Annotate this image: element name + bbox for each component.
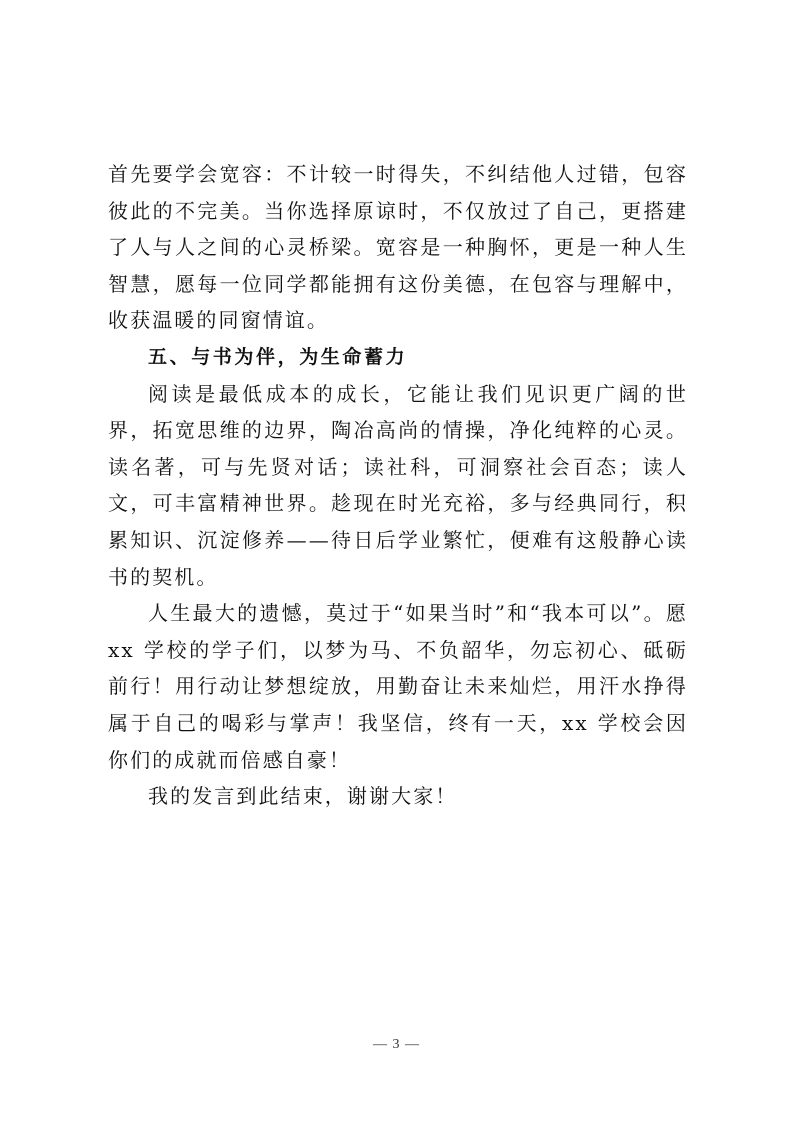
section-heading-reading: 五、与书为伴，为生命蓄力 xyxy=(148,345,408,368)
paragraph-reading: 阅读是最低成本的成长，它能让我们见识更广阔的世界，拓宽思维的边界，陶冶高尚的情操，净化纯粹的心灵。读名著，可与先贤对话；读社科，可洞察社会百态；读人文，可丰富精神世界。趁现在时光充裕，多与经典同行，积累知识、沉淀修养——待日后学业繁忙，便难有这般静心读书的契机。 xyxy=(108,381,688,589)
paragraph-closing: 我的发言到此结束，谢谢大家！ xyxy=(148,784,458,809)
paragraph-tolerance: 首先要学会宽容：不计较一时得失，不纠结他人过错，包容彼此的不完美。当你选择原谅时，不仅放过了自己，更搭建了人与人之间的心灵桥梁。宽容是一种胸怀，更是一种人生智慧，愿每一位同学都能拥有这份美德，在包容与理解中，收获温暖的同窗情谊。 xyxy=(108,162,688,333)
page-number: — 3 — xyxy=(373,1037,420,1052)
paragraph-aspiration: 人生最大的遗憾，莫过于“如果当时”和“我本可以”。愿 xx 学校的学子们，以梦为马、不负韶华，勿忘初心、砥砺前行！用行动让梦想绽放，用勤奋让未来灿烂，用汗水挣得属于自己的喝彩与掌声！我坚信，终有一天，xx 学校会因你们的成就而倍感自豪！ xyxy=(108,601,688,772)
document-body xyxy=(108,156,688,815)
